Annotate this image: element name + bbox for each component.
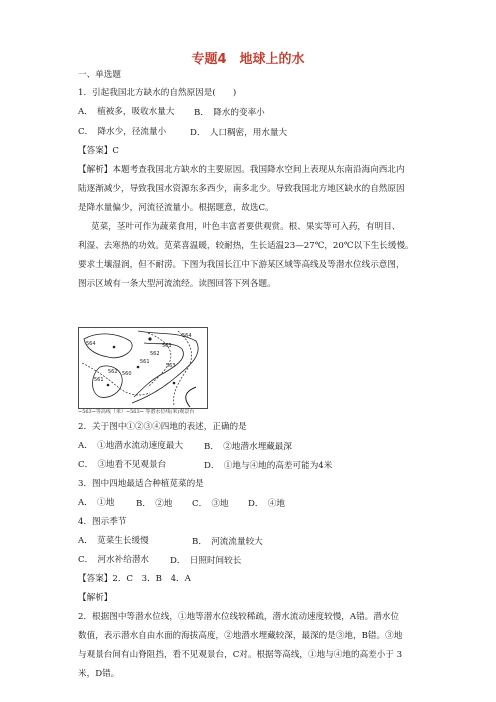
map-label-3: 562	[150, 351, 160, 357]
q2-stem: 2．关于图中①②③④四地的表述，正确的是	[78, 422, 247, 432]
q3-option-b: B． ②地	[136, 499, 173, 509]
q1-option-b: B． 降水的变率小	[194, 108, 265, 118]
map-label-6: 561	[94, 377, 104, 383]
q4-option-a: A． 苋菜生长缓慢	[78, 536, 149, 546]
map-legend: ~563~等高线（米）~563~ 等潜水位线(米)观景台	[78, 409, 195, 415]
q1-option-a: A． 植被多，吸收水量大	[78, 107, 175, 117]
viewpoint-marker	[148, 337, 151, 340]
q3-option-c: C． ③地	[192, 499, 229, 509]
q1-stem: 1．引起我国北方缺水的自然原因是( )	[78, 88, 237, 98]
q4-option-b: B． 河流流量较大	[192, 537, 263, 547]
q3-option-d: D． ④地	[248, 499, 285, 509]
q4-option-d: D． 日照时间较长	[170, 556, 242, 566]
q2-option-d: D． ①地与④地的高差可能为4米	[204, 461, 333, 471]
contour-map-figure	[78, 327, 208, 409]
page-title: 专题4 地球上的水	[191, 52, 305, 67]
point-4-marker	[173, 382, 176, 385]
q2-option-c: C． ③地看不见观景台	[78, 460, 167, 470]
q1-analysis-line-3: 是降水量偏少，河流径流量小。根据题意，故选C。	[78, 203, 274, 213]
answers-2-4: 【答案】2．C 3．B 4．A	[78, 574, 191, 584]
passage-line-3: 要求土壤湿润，但不耐涝。下图为我国长江中下游某区域等高线及等潜水位线示意图，	[78, 260, 405, 270]
point-2-marker	[137, 366, 140, 369]
q2-option-b: B． ②地潜水埋藏最深	[204, 442, 292, 452]
q1-option-d: D． 人口稠密，用水量大	[190, 128, 288, 138]
map-label-1: 564	[182, 333, 192, 339]
point-3-marker	[107, 384, 110, 387]
section-heading: 一、单选题	[78, 70, 121, 80]
map-label-4: 561	[140, 359, 150, 365]
map-label-5: 560	[122, 371, 132, 377]
point-1-marker	[113, 346, 116, 349]
passage-line-2: 利湿、去寒热的功效。苋菜喜温暖，较耐热，生长适温23—27℃，20℃以下生长缓慢。	[78, 241, 414, 251]
passage-line-4: 图示区域有一条大型河流流经。读图回答下列各题。	[78, 279, 276, 289]
q4-stem: 4．图示季节	[78, 517, 127, 527]
map-label-2: 563	[162, 343, 172, 349]
passage-line-1: 苋菜，茎叶可作为蔬菜食用，叶色丰富者要供观赏。根、果实等可入药，有明目、	[91, 222, 401, 232]
analysis-2-line-4: 米，D错。	[78, 669, 120, 679]
map-label-7: 562	[108, 369, 118, 375]
q1-analysis-line-2: 陆逐渐减少，导致我国水资源东多西少，南多北少。导致我国北方地区缺水的自然原因	[78, 184, 405, 194]
q4-option-c: C． 河水补给潜水	[78, 555, 150, 565]
q1-answer: 【答案】C	[78, 146, 119, 156]
q1-option-c: C． 降水少，径流量小	[78, 127, 167, 137]
analysis-2-line-1: 2．根据图中等潜水位线，①地等潜水位线较稀疏，潜水流动速度较慢，A错。潜水位	[78, 612, 400, 622]
q3-stem: 3．图中四地最适合种植苋菜的是	[78, 479, 204, 489]
analysis-2-line-3: 与观景台间有山脊阻挡，看不见观景台，C对。根据等高线，①地与④地的高差小于 3	[78, 650, 403, 660]
analysis-2-line-2: 数值，表示潜水自由水面的海拔高度，②地潜水埋藏较深，最深的是③地，B错。③地	[78, 631, 403, 641]
map-label-9: 564	[86, 341, 96, 347]
q2-option-a: A． ①地潜水流动速度最大	[78, 441, 184, 451]
q3-option-a: A． ①地	[78, 498, 115, 508]
contour-map	[78, 327, 208, 409]
map-label-8: 563	[166, 363, 176, 369]
q1-analysis-line-1: 【解析】本题考查我国北方缺水的主要原因。我国降水空间上表现从东南沿海向西北内	[78, 165, 405, 175]
analysis-label: 【解析】	[78, 593, 113, 603]
